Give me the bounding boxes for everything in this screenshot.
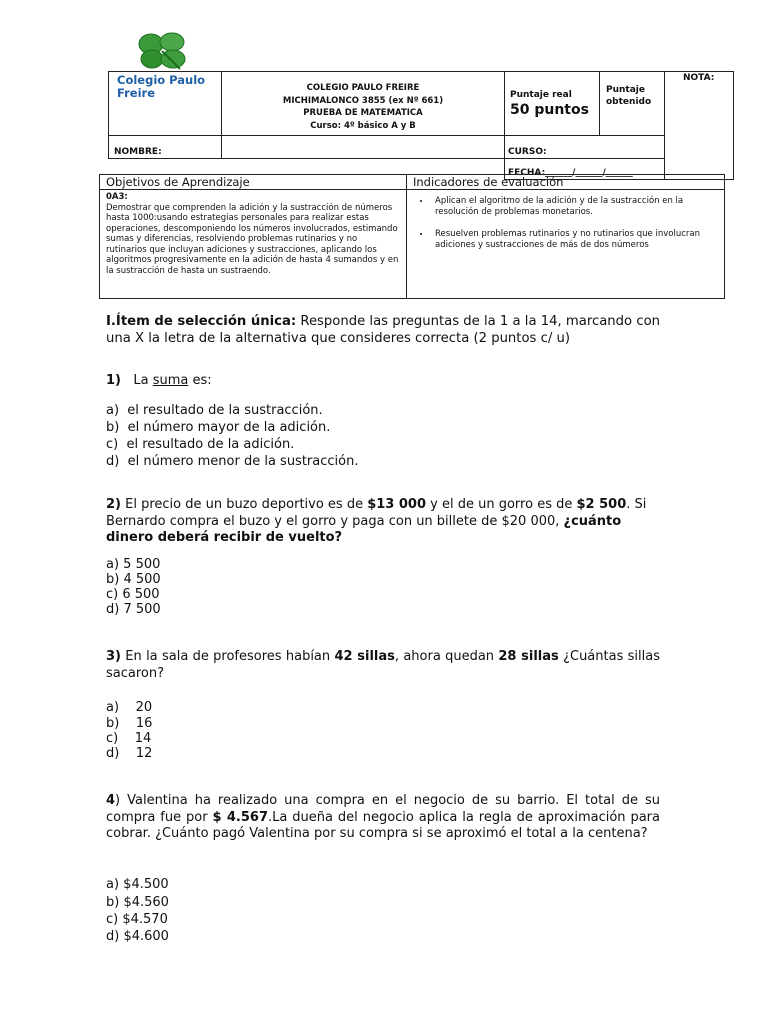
section-title: I.Ítem de selección única: [106, 314, 297, 329]
q4-option-c[interactable]: c) $4.570 [106, 912, 168, 927]
q1-option-a[interactable]: a) el resultado de la sustracción. [106, 403, 323, 418]
q1-option-d[interactable]: d) el número menor de la sustracción. [106, 454, 359, 469]
question-2-text-1: El precio de un buzo deportivo es de [121, 497, 368, 512]
objectives-header: Objetivos de Aprendizaje [100, 175, 407, 190]
header-table [108, 71, 734, 180]
question-4 [106, 793, 660, 843]
q4-option-b[interactable]: b) $4.560 [106, 895, 169, 910]
q2-option-a[interactable]: a) 5 500 [106, 557, 161, 572]
q1-option-c[interactable]: c) el resultado de la adición. [106, 437, 295, 452]
school-title: COLEGIO PAULO FREIRE [306, 83, 420, 93]
objectives-table [99, 174, 725, 299]
question-4-text-1: ) Valentina ha realizado una compra en el negocio de su barrio. El total de su compra fue por [106, 793, 660, 825]
q1-option-b[interactable]: b) el número mayor de la adición. [106, 420, 331, 435]
oa-text: Demostrar que comprenden la adición y la sustracción de números hasta 1000:usando estrategias personales para realizar estas operaciones, descomponiendo los números involucrados, estimando sumas y diferencias, resolviendo problemas rutinarios y no rutinarios que incluyan adiciones y sustracciones, aplicando los algoritmos progresivamente en la adición de hasta 4 sumandos y en la sustracción de hasta un sustraendo. [106, 202, 399, 276]
question-3-number: 3) [106, 649, 121, 664]
test-title: PRUEBA DE MATEMATICA [303, 108, 423, 118]
curso-field[interactable] [505, 136, 665, 159]
q3-option-b[interactable]: b) 16 [106, 716, 153, 731]
q4-option-a[interactable]: a) $4.500 [106, 877, 169, 892]
section-heading [106, 314, 660, 347]
question-2-ask: ¿cuánto dinero deberá recibir de vuelto? [106, 513, 622, 545]
nota-label: NOTA: [683, 73, 715, 83]
oa-code: 0A3: [106, 192, 128, 202]
question-1-keyword: suma [152, 373, 189, 388]
puntaje-obtenido-label-1: Puntaje [606, 85, 645, 95]
question-3 [106, 649, 660, 682]
school-address: MICHIMALONCO 3855 (ex Nº 661) [282, 95, 444, 106]
question-1-pre: La [133, 373, 153, 388]
question-3-value-2: 28 sillas [498, 649, 559, 664]
puntaje-real-value: 50 puntos [510, 102, 589, 118]
objective-content [100, 190, 407, 299]
puntaje-obtenido-cell [600, 72, 665, 136]
indicators-header: Indicadores de evaluación [407, 175, 725, 190]
puntaje-obtenido-label-2: obtenido [606, 97, 652, 107]
school-name-line1: Colegio Paulo [117, 73, 206, 87]
question-3-text-2: , ahora quedan [394, 649, 499, 664]
nombre-label-cell [109, 136, 222, 159]
question-2-text-2: y el de un gorro es de [426, 497, 577, 512]
question-1-post: es: [188, 373, 212, 388]
question-4-number: 4 [106, 793, 116, 808]
curso-label: CURSO: [508, 147, 547, 157]
question-2 [106, 497, 660, 547]
q3-option-a[interactable]: a) 20 [106, 700, 153, 715]
nombre-label: NOMBRE: [114, 147, 162, 157]
course-info: Curso: 4º básico A y B [310, 120, 416, 131]
question-3-text-1: En la sala de profesores habían [121, 649, 335, 664]
question-2-price-gorro: $2 500 [576, 497, 627, 512]
q2-option-c[interactable]: c) 6 500 [106, 587, 160, 602]
q2-option-b[interactable]: b) 4 500 [106, 572, 161, 587]
question-2-price-buzo: $13 000 [367, 497, 427, 512]
puntaje-real-label: Puntaje real [510, 90, 572, 100]
question-3-text-3: ¿Cuántas sillas sacaron? [106, 649, 661, 681]
school-name-line2: Freire [117, 86, 156, 100]
question-2-number: 2) [106, 497, 121, 512]
question-2-text-3: . Si Bernardo compra el buzo y el gorro y paga con un billete de $20 000, [106, 497, 647, 529]
q3-option-d[interactable]: d) 12 [106, 746, 153, 761]
question-1 [106, 373, 660, 390]
puntaje-real-cell [505, 72, 600, 136]
question-3-value-1: 42 sillas [334, 649, 395, 664]
indicator-2: • Resuelven problemas rutinarios y no rutinarios que involucran adiciones y sustracciones de más de dos números [431, 229, 718, 250]
clover-logo [134, 31, 192, 71]
school-name-cell [109, 72, 222, 136]
question-1-number: 1) [106, 373, 121, 388]
question-4-amount: $ 4.567 [212, 809, 268, 825]
q2-option-d[interactable]: d) 7 500 [106, 602, 161, 617]
section-instructions: Responde las preguntas de la 1 a la 14, marcando con una X la letra de la alternativa que consideres correcta (2 puntos c/ u) [106, 314, 660, 346]
q4-option-d[interactable]: d) $4.600 [106, 929, 169, 944]
school-info-cell [222, 72, 505, 136]
indicator-1: • Aplican el algoritmo de la adición y de la sustracción en la resolución de problemas monetarios. [431, 196, 718, 217]
fecha-label: FECHA:______/______/______ [508, 168, 633, 178]
nota-cell[interactable] [665, 72, 734, 180]
indicators-content [407, 190, 725, 299]
q3-option-c[interactable]: c) 14 [106, 731, 152, 746]
question-4-text-2: .La dueña del negocio aplica la regla de aproximación para cobrar. ¿Cuánto pagó Valentina por su compra si se aproximó el total a la centena? [106, 809, 660, 841]
nombre-field[interactable] [222, 136, 505, 159]
